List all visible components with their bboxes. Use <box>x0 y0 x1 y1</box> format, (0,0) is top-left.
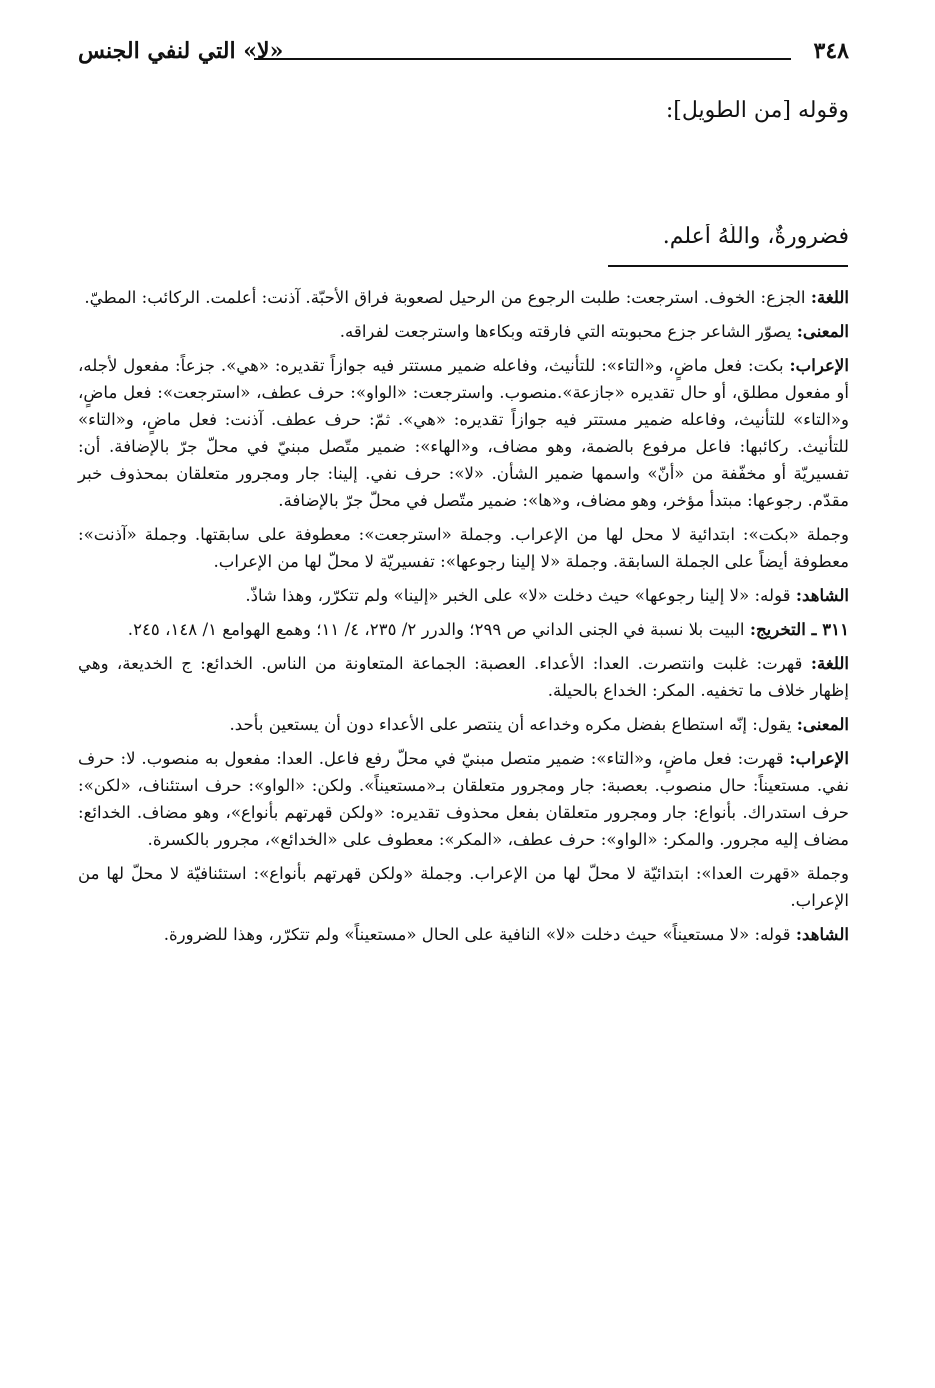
footnote-paragraph <box>78 711 849 738</box>
footnotes <box>78 284 849 955</box>
footnote-label: المعنى: <box>796 321 849 341</box>
footnote-text: قوله: «لا مستعيناً» حيث دخلت «لا» النافية على الحال «مستعيناً» ولم تتكرّر، وهذا للضرورة. <box>163 925 791 944</box>
footnote-text: قوله: «لا إلينا رجوعها» حيث دخلت «لا» على الخبر «إلينا» ولم تتكرّر، وهذا شاذّ. <box>245 586 791 605</box>
footnote-paragraph <box>78 318 849 345</box>
footnote-paragraph <box>78 582 849 609</box>
running-header <box>78 36 849 70</box>
footnote-label: المعنى: <box>796 714 849 734</box>
footnote-label: اللغة: <box>810 287 849 307</box>
running-title: «لا» التي لنفي الجنس <box>78 38 284 64</box>
footnote-text: البيت بلا نسبة في الجنى الداني ص ٢٩٩؛ والدرر ٢/ ٢٣٥، ٤/ ١١؛ وهمع الهوامع ١/ ١٤٨، ٢٤٥. <box>127 620 745 639</box>
footnote-text: قهرت: فعل ماضٍ، و«التاء»: ضمير متصل مبنيّ في محلّ رفع فاعل. العدا: مفعول به منصوب. لا: حرف نفي. مستعيناً: حال منصوب. بعصبة: جار ومجرور متعلقان بـ«مستعيناً». ولكن: «الواو»: حرف استئناف، «لكن»: حرف استدراك. بأنواع: جار ومجرور متعلقان بفعل محذوف تقديره: «ولكن قهرتهم بأنواع»، وهو مضاف. الخدائع: مضاف إليه مجرور. والمكر: «الواو»: حرف عطف، «المكر»: معطوف على «الخدائع»، مجرور بالكسرة. <box>78 749 849 849</box>
page-number: ٣٤٨ <box>813 38 849 64</box>
footnote-label: الشاهد: <box>795 924 849 944</box>
footnote-text: وجملة «قهرت العدا»: ابتدائيّة لا محلّ لها من الإعراب. وجملة «ولكن قهرتهم بأنواع»: استئنافيّة لا محلّ لها من الإعراب. <box>78 864 849 910</box>
footnote-paragraph <box>78 352 849 514</box>
footnote-text: يصوّر الشاعر جزع محبوبته التي فارقته وبكاءها واسترجعت لفراقه. <box>339 322 792 341</box>
body-text: فضرورةٌ، واللَّهُ أعلم. <box>662 224 849 249</box>
footnote-paragraph <box>78 284 849 311</box>
footnote-paragraph <box>78 860 849 914</box>
footnote-label: الشاهد: <box>795 585 849 605</box>
footnote-text: الجزع: الخوف. استرجعت: طلبت الرجوع من الرحيل لصعوبة فراق الأحبّة. آذنت: أعلمت. الركائب: المطيّ. <box>84 288 806 307</box>
footnote-text: بكت: فعل ماضٍ، و«التاء»: للتأنيث، وفاعله ضمير مستتر فيه جوازاً تقديره: «هي». جزعاً: مفعول لأجله، أو مفعول مطلق، أو حال تقديره «جازعة».منصوب. واسترجعت: «الواو»: حرف عطف، «استرجعت»: فعل ماضٍ، و«التاء» للتأنيث، وفاعله ضمير مستتر فيه جوازاً تقديره: «هي». ثمّ: حرف عطف. آذنت: فعل ماضٍ، و«التاء» للتأنيث. ركائبها: فاعل مرفوع بالضمة، وهو مضاف، و«الهاء»: ضمير متّصل مبنيّ في محلّ جرّ بالإضافة. أن: تفسيريّة أو مخفّفة من «أنّ» واسمها ضمير الشأن. «لا»: حرف نفي. إلينا: جار ومجرور متعلقان بمحذوف خبر مقدّم. رجوعها: مبتدأ مؤخر، وهو مضاف، و«ها»: ضمير متّصل في محلّ جرّ بالإضافة. <box>78 356 849 510</box>
footnote-text: وجملة «بكت»: ابتدائية لا محل لها من الإعراب. وجملة «استرجعت»: معطوفة على سابقتها. وجملة «آذنت»: معطوفة أيضاً على الجملة السابقة. وجملة «لا إلينا رجوعها»: تفسيريّة لا محلّ لها من الإعراب. <box>78 525 849 571</box>
footnote-label: الإعراب: <box>789 355 849 375</box>
footnote-paragraph <box>78 650 849 704</box>
footnote-label: اللغة: <box>810 653 849 673</box>
footnote-paragraph <box>78 921 849 948</box>
footnote-separator <box>608 265 848 267</box>
verse-intro: وقوله [من الطويل]: <box>665 98 849 123</box>
footnote-paragraph <box>78 521 849 575</box>
footnote-paragraph <box>78 745 849 853</box>
header-rule <box>254 58 791 60</box>
footnote-label: ٣١١ ـ التخريج: <box>749 619 849 639</box>
footnote-text: قهرت: غلبت وانتصرت. العدا: الأعداء. العصبة: الجماعة المتعاونة من الناس. الخدائع: ج الخديعة، وهي إظهار خلاف ما تخفيه. المكر: الخداع بالحيلة. <box>78 654 849 700</box>
footnote-label: الإعراب: <box>789 748 849 768</box>
footnote-text: يقول: إنّه استطاع بفضل مكره وخداعه أن ينتصر على الأعداء دون أن يستعين بأحد. <box>229 715 792 734</box>
footnote-paragraph <box>78 616 849 643</box>
